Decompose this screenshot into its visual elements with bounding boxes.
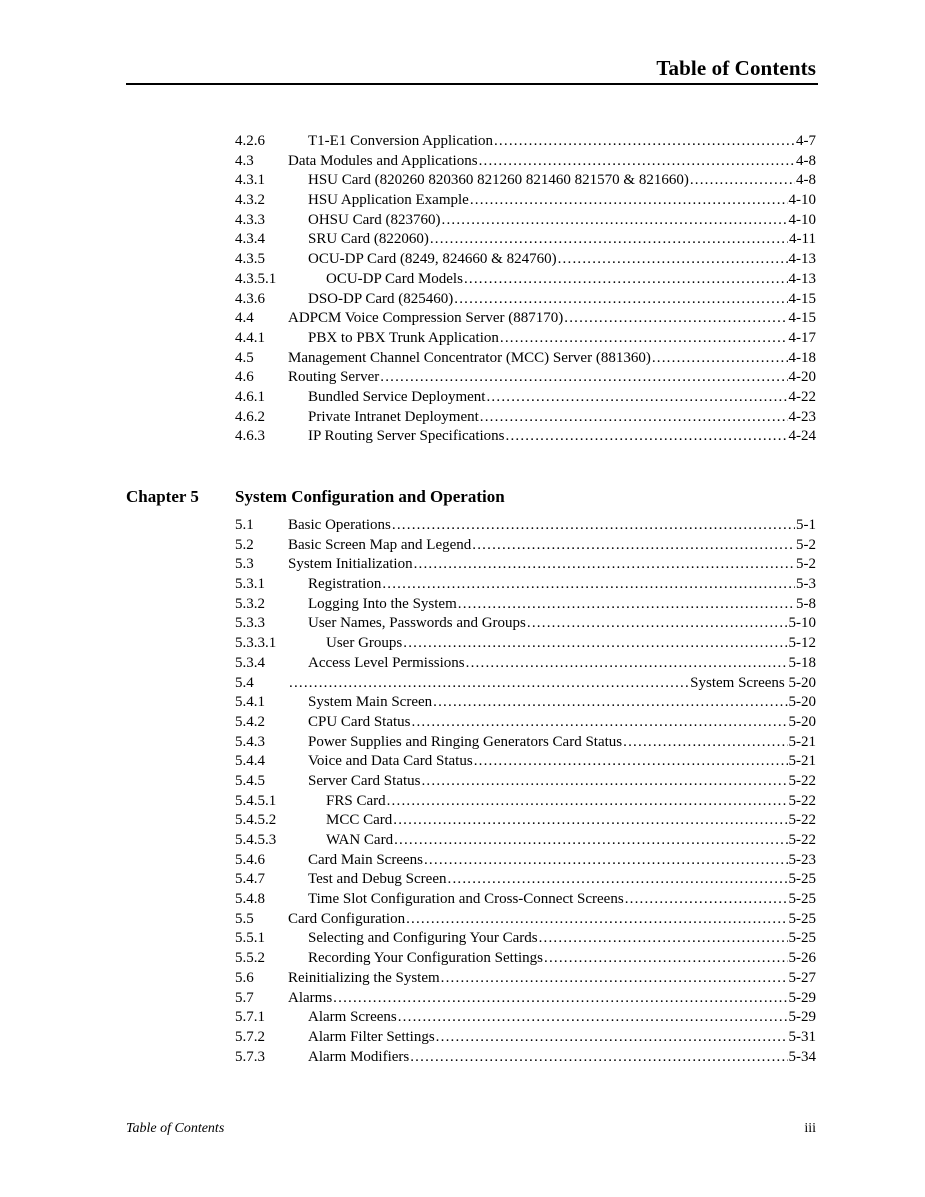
toc-entry-number: 5.3.3.1 xyxy=(235,635,277,652)
toc-leader-dots xyxy=(464,270,788,290)
toc-entry xyxy=(235,654,816,674)
toc-leader-dots xyxy=(412,713,788,733)
toc-entry-title: System Initialization xyxy=(288,555,413,575)
toc-entry xyxy=(235,614,816,634)
toc-leader-dots xyxy=(403,634,787,654)
toc-entry-page: 5-1 xyxy=(796,517,816,533)
toc-entry-page: 5-25 xyxy=(788,910,816,927)
toc-entry xyxy=(235,890,816,910)
toc-entry xyxy=(235,772,816,792)
toc-entry-page: 4-24 xyxy=(788,428,816,445)
toc-entry xyxy=(235,270,816,290)
toc-entry xyxy=(235,1008,816,1028)
toc-entry-title: Card Main Screens xyxy=(308,851,423,871)
toc-entry-title: Power Supplies and Ringing Generators Card Status xyxy=(308,733,622,753)
toc-entry xyxy=(235,230,816,250)
toc-leader-dots xyxy=(625,890,788,910)
toc-entry-page: 5-18 xyxy=(788,654,816,671)
toc-leader-dots xyxy=(506,427,788,447)
toc-entry-number: 5.2 xyxy=(235,536,254,553)
toc-leader-dots xyxy=(448,870,788,890)
toc-leader-dots xyxy=(394,831,787,851)
toc-entry-number: 5.5 xyxy=(235,910,254,927)
toc-entry-page: 4-10 xyxy=(788,211,816,228)
toc-entry-title: OHSU Card (823760) xyxy=(308,211,441,231)
toc-entry xyxy=(235,290,816,310)
toc-leader-dots xyxy=(623,733,787,753)
toc-leader-dots xyxy=(441,969,788,989)
toc-leader-dots xyxy=(387,792,788,812)
toc-leader-dots xyxy=(398,1008,788,1028)
toc-entry-number: 5.3.1 xyxy=(235,576,265,593)
toc-entry-title: Alarm Modifiers xyxy=(308,1048,409,1068)
toc-entry-number: 5.4.2 xyxy=(235,713,265,730)
toc-entry-number: 4.3.4 xyxy=(235,231,265,248)
toc-entry-page: 5-2 xyxy=(796,536,816,553)
toc-entry-number: 4.3.1 xyxy=(235,172,265,189)
toc-entry-number: 5.1 xyxy=(235,517,254,533)
toc-entry-number: 5.4.4 xyxy=(235,753,265,770)
toc-entry xyxy=(235,752,816,772)
toc-entry-number: 5.4.5.1 xyxy=(235,792,277,809)
toc-leader-dots xyxy=(480,408,788,428)
toc-entry-number: 5.7.3 xyxy=(235,1048,265,1065)
toc-leader-dots xyxy=(474,752,788,772)
toc-entry-title: User Names, Passwords and Groups xyxy=(308,614,526,634)
toc-entry-title: Alarm Screens xyxy=(308,1008,397,1028)
toc-entry-title: MCC Card xyxy=(326,811,392,831)
toc-entry-page: 5-22 xyxy=(788,812,816,829)
toc-entry-title: Basic Operations xyxy=(288,516,391,536)
toc-entry xyxy=(235,555,816,575)
toc-entry-page: 4-8 xyxy=(796,172,816,189)
toc-leader-dots xyxy=(544,949,788,969)
toc-entry-number: 4.3 xyxy=(235,152,254,169)
toc-entry xyxy=(235,575,816,595)
toc-entry-title: IP Routing Server Specifications xyxy=(308,427,505,447)
toc-entry-title: OCU-DP Card Models xyxy=(326,270,463,290)
toc-entry xyxy=(235,191,816,211)
toc-entry-page: 4-15 xyxy=(788,310,816,327)
toc-entry-title: HSU Application Example xyxy=(308,191,469,211)
toc-entry-title: Bundled Service Deployment xyxy=(308,388,485,408)
toc-entry xyxy=(235,969,816,989)
toc-leader-dots xyxy=(393,811,787,831)
toc-leader-dots xyxy=(333,989,787,1009)
toc-leader-dots xyxy=(406,910,787,930)
toc-section-chapter-5 xyxy=(235,516,816,1067)
toc-leader-dots xyxy=(433,693,787,713)
toc-entry-number: 4.5 xyxy=(235,349,254,366)
toc-entry-title: Access Level Permissions xyxy=(308,654,465,674)
toc-entry-number: 4.3.6 xyxy=(235,290,265,307)
toc-entry-title: Logging Into the System xyxy=(308,595,457,615)
toc-entry-page: 4-11 xyxy=(789,231,816,248)
toc-entry-title: Time Slot Configuration and Cross-Connect Screens xyxy=(308,890,624,910)
toc-entry-title: DSO-DP Card (825460) xyxy=(308,290,453,310)
toc-entry-number: 4.3.2 xyxy=(235,192,265,209)
toc-entry-page: 5-26 xyxy=(788,950,816,967)
toc-leader-dots xyxy=(430,230,788,250)
toc-leader-dots xyxy=(472,536,795,556)
toc-entry xyxy=(235,388,816,408)
toc-entry-number: 5.4.5.2 xyxy=(235,812,277,829)
toc-leader-dots xyxy=(466,654,788,674)
toc-entry xyxy=(235,831,816,851)
toc-leader-dots xyxy=(382,575,795,595)
toc-entry-page: 5-23 xyxy=(788,851,816,868)
toc-entry-title: Reinitializing the System xyxy=(288,969,440,989)
toc-entry xyxy=(235,349,816,369)
toc-entry-page: 4-10 xyxy=(788,192,816,209)
toc-entry-title: Private Intranet Deployment xyxy=(308,408,479,428)
toc-entry-number: 4.6.1 xyxy=(235,388,265,405)
toc-entry-number: 4.6 xyxy=(235,369,254,386)
toc-entry xyxy=(235,250,816,270)
toc-entry-title: Recording Your Configuration Settings xyxy=(308,949,543,969)
toc-entry-number: 5.4.1 xyxy=(235,694,265,711)
toc-entry-title: Data Modules and Applications xyxy=(288,152,478,172)
toc-entry-title: Registration xyxy=(308,575,381,595)
toc-entry xyxy=(235,152,816,172)
toc-entry xyxy=(235,989,816,1009)
chapter-heading xyxy=(126,486,816,508)
toc-entry-number: 4.3.3 xyxy=(235,211,265,228)
toc-entry-page: 4-18 xyxy=(788,349,816,366)
toc-leader-dots xyxy=(527,614,788,634)
toc-entry-page: 5-25 xyxy=(788,871,816,888)
toc-entry xyxy=(235,910,816,930)
toc-leader-dots xyxy=(479,152,795,172)
toc-entry-title: System Main Screen xyxy=(308,693,432,713)
toc-leader-dots xyxy=(486,388,787,408)
toc-entry-title: Card Configuration xyxy=(288,910,405,930)
toc-entry-number: 5.4.7 xyxy=(235,871,265,888)
toc-entry-number: 5.4.6 xyxy=(235,851,265,868)
toc-entry-number: 4.3.5 xyxy=(235,251,265,268)
toc-entry-number: 5.3.2 xyxy=(235,595,265,612)
toc-entry-page: 5-34 xyxy=(788,1048,816,1065)
toc-leader-dots xyxy=(539,929,788,949)
toc-entry xyxy=(235,811,816,831)
toc-leader-dots xyxy=(436,1028,788,1048)
toc-entry-page: 5-2 xyxy=(796,556,816,573)
toc-leader-dots xyxy=(564,309,787,329)
toc-entry-page: 4-8 xyxy=(796,152,816,169)
toc-entry-number: 5.4.5.3 xyxy=(235,832,277,848)
toc-entry-title: HSU Card (820260 820360 821260 821460 821570 & 821660) xyxy=(308,171,689,191)
toc-entry-page: 5-21 xyxy=(788,733,816,750)
toc-entry-page: 4-13 xyxy=(788,251,816,268)
toc-entry-number: 5.4.5 xyxy=(235,772,265,789)
toc-entry-page: 5-22 xyxy=(788,832,816,848)
toc-entry xyxy=(235,1048,816,1068)
toc-leader-dots xyxy=(454,290,787,310)
toc-entry-number: 5.5.1 xyxy=(235,930,265,947)
toc-entry-number: 5.7.2 xyxy=(235,1028,265,1045)
toc-entry xyxy=(235,851,816,871)
toc-entry xyxy=(235,536,816,556)
toc-entry xyxy=(235,634,816,654)
toc-leader-dots xyxy=(289,674,689,694)
toc-entry xyxy=(235,516,816,536)
toc-entry-number: 5.4 xyxy=(235,674,254,691)
toc-entry-page: 5-10 xyxy=(788,615,816,632)
toc-entry-page: 5-8 xyxy=(796,595,816,612)
toc-entry-number: 4.4.1 xyxy=(235,329,265,346)
toc-leader-dots xyxy=(690,171,795,191)
toc-leader-dots xyxy=(421,772,787,792)
toc-entry-number: 5.4.8 xyxy=(235,891,265,908)
toc-entry-number: 5.3.4 xyxy=(235,654,265,671)
toc-entry xyxy=(235,674,816,694)
toc-entry-page: 5-29 xyxy=(788,1009,816,1026)
toc-entry xyxy=(235,211,816,231)
toc-entry-title: ADPCM Voice Compression Server (887170) xyxy=(288,309,563,329)
toc-leader-dots xyxy=(424,851,788,871)
toc-entry-title: Server Card Status xyxy=(308,772,420,792)
toc-entry-title: SRU Card (822060) xyxy=(308,230,429,250)
toc-entry-number: 4.4 xyxy=(235,310,254,327)
toc-entry-page: 5-29 xyxy=(788,989,816,1006)
toc-entry-page: 4-15 xyxy=(788,290,816,307)
toc-entry xyxy=(235,792,816,812)
toc-entry-page: 5-27 xyxy=(788,969,816,986)
toc-entry-page: 5-20 xyxy=(788,713,816,730)
toc-entry-page: 5-20 xyxy=(788,694,816,711)
toc-leader-dots xyxy=(558,250,788,270)
toc-entry-page: System Screens 5-20 xyxy=(690,674,816,691)
toc-entry-number: 4.6.3 xyxy=(235,428,265,445)
toc-entry xyxy=(235,368,816,388)
toc-entry-number: 4.2.6 xyxy=(235,133,265,149)
toc-entry-page: 4-23 xyxy=(788,408,816,425)
toc-entry-number: 5.3 xyxy=(235,556,254,573)
toc-leader-dots xyxy=(470,191,788,211)
toc-entry-title: Management Channel Concentrator (MCC) Server (881360) xyxy=(288,349,651,369)
toc-entry-title: T1-E1 Conversion Application xyxy=(308,132,493,152)
toc-entry-page: 5-25 xyxy=(788,930,816,947)
toc-leader-dots xyxy=(392,516,795,536)
toc-entry-title: CPU Card Status xyxy=(308,713,411,733)
toc-entry-number: 5.5.2 xyxy=(235,950,265,967)
toc-entry-title: User Groups xyxy=(326,634,402,654)
toc-entry-page: 4-7 xyxy=(796,133,816,149)
chapter-title: System Configuration and Operation xyxy=(235,487,505,506)
toc-leader-dots xyxy=(442,211,788,231)
toc-entry-title: OCU-DP Card (8249, 824660 & 824760) xyxy=(308,250,557,270)
toc-entry-number: 5.6 xyxy=(235,969,254,986)
toc-entry-title: Voice and Data Card Status xyxy=(308,752,473,772)
toc-entry xyxy=(235,929,816,949)
toc-entry xyxy=(235,949,816,969)
toc-entry-number: 4.6.2 xyxy=(235,408,265,425)
page-header-title: Table of Contents xyxy=(656,56,816,80)
toc-entry-number: 4.3.5.1 xyxy=(235,270,277,287)
toc-entry xyxy=(235,1028,816,1048)
toc-entry xyxy=(235,427,816,447)
toc-leader-dots xyxy=(652,349,788,369)
toc-entry-number: 5.4.3 xyxy=(235,733,265,750)
toc-leader-dots xyxy=(458,595,795,615)
toc-entry-number: 5.3.3 xyxy=(235,615,265,632)
toc-entry xyxy=(235,713,816,733)
chapter-label: Chapter 5 xyxy=(126,487,199,506)
footer-section-title: Table of Contents xyxy=(126,1121,225,1136)
toc-entry-number: 5.7 xyxy=(235,989,254,1006)
toc-entry xyxy=(235,329,816,349)
toc-entry-title: Selecting and Configuring Your Cards xyxy=(308,929,538,949)
toc-entry-number: 5.7.1 xyxy=(235,1009,265,1026)
toc-entry-page: 4-22 xyxy=(788,388,816,405)
toc-entry-title: Routing Server xyxy=(288,368,379,388)
toc-entry xyxy=(235,693,816,713)
toc-entry-page: 5-12 xyxy=(788,635,816,652)
toc-entry-title: Test and Debug Screen xyxy=(308,870,447,890)
toc-leader-dots xyxy=(414,555,795,575)
toc-entry-title: WAN Card xyxy=(326,831,393,851)
toc-leader-dots xyxy=(380,368,787,388)
toc-entry xyxy=(235,132,816,152)
toc-entry-page: 4-13 xyxy=(788,270,816,287)
toc-entry-page: 5-3 xyxy=(796,576,816,593)
toc-entry xyxy=(235,870,816,890)
toc-entry xyxy=(235,408,816,428)
toc-entry-title: PBX to PBX Trunk Application xyxy=(308,329,499,349)
header-rule xyxy=(126,83,818,85)
toc-entry-page: 5-25 xyxy=(788,891,816,908)
toc-entry xyxy=(235,309,816,329)
toc-entry-page: 4-17 xyxy=(788,329,816,346)
toc-entry-page: 4-20 xyxy=(788,369,816,386)
toc-entry-page: 5-31 xyxy=(788,1028,816,1045)
toc-entry xyxy=(235,171,816,191)
toc-entry-title: FRS Card xyxy=(326,792,386,812)
toc-leader-dots xyxy=(410,1048,787,1068)
toc-entry-page: 5-22 xyxy=(788,772,816,789)
toc-section-chapter-4 xyxy=(235,132,816,447)
toc-entry-page: 5-22 xyxy=(788,792,816,809)
toc-entry-title: Alarm Filter Settings xyxy=(308,1028,435,1048)
toc-entry xyxy=(235,733,816,753)
toc-entry-page: 5-21 xyxy=(788,753,816,770)
toc-leader-dots xyxy=(500,329,788,349)
toc-entry-title: Alarms xyxy=(288,989,332,1009)
toc-leader-dots xyxy=(494,132,795,152)
footer-page-number: iii xyxy=(804,1121,816,1136)
toc-entry xyxy=(235,595,816,615)
toc-entry-title: Basic Screen Map and Legend xyxy=(288,536,471,556)
